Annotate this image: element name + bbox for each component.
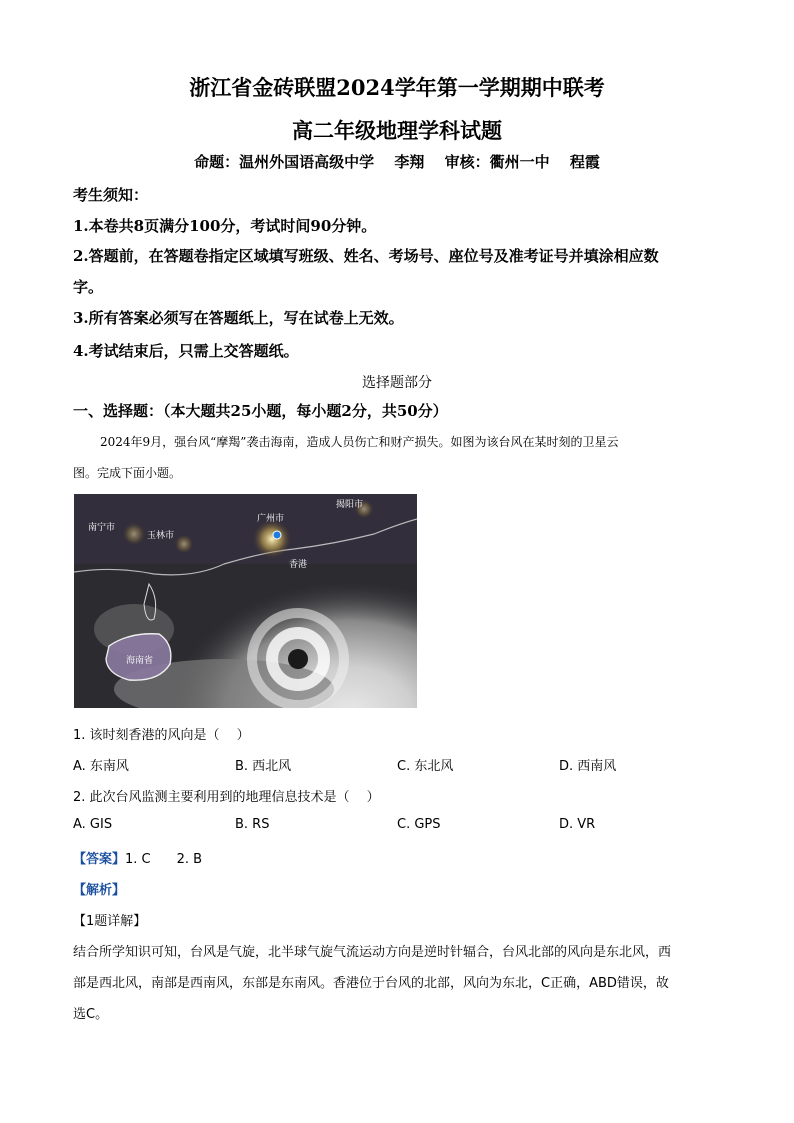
exam-subtitle: 高二年级地理学科试题 bbox=[292, 118, 502, 143]
passage-line-1: 2024年9月，强台风“摩羯”袭击海南，造成人员伤亡和财产损失。如图为该台风在某时刻的卫星云 bbox=[100, 435, 619, 449]
notice-item-4: 4.考试结束后，只需上交答题纸。 bbox=[73, 342, 299, 360]
analysis-line-1: 结合所学知识可知，台风是气旋，北半球气旋气流运动方向是逆时针辐合，台风北部的风向是东北风，西 bbox=[73, 945, 672, 960]
question-1-option-c[interactable]: C. 东北风 bbox=[397, 759, 454, 774]
question-1-stem: 1. 该时刻香港的风向是（ ） bbox=[73, 728, 250, 743]
map-label-guangzhou: 广州市 bbox=[257, 514, 285, 524]
answer-text: 1. C 2. B bbox=[125, 852, 203, 867]
answer-line bbox=[73, 848, 202, 867]
notice-item-3: 3.所有答案必须写在答题纸上，写在试卷上无效。 bbox=[73, 309, 404, 327]
passage-line-2: 图。完成下面小题。 bbox=[73, 466, 182, 480]
map-label-nanning: 南宁市 bbox=[88, 523, 116, 533]
question-1-option-b[interactable]: B. 西北风 bbox=[235, 759, 292, 774]
typhoon-satellite-image bbox=[74, 494, 417, 708]
exam-title: 浙江省金砖联盟2024学年第一学期期中联考 bbox=[189, 75, 605, 100]
answer-tag: 【答案】 bbox=[73, 852, 126, 867]
authors-line: 命题：温州外国语高级中学 李翔 审核：衢州一中 程霞 bbox=[194, 153, 600, 171]
question-1-option-a[interactable]: A. 东南风 bbox=[73, 759, 129, 774]
question-2-stem: 2. 此次台风监测主要利用到的地理信息技术是（ ） bbox=[73, 790, 380, 805]
part-title: 选择题部分 bbox=[362, 375, 432, 391]
map-label-hainan: 海南省 bbox=[126, 656, 154, 666]
question-2-option-c[interactable]: C. GPS bbox=[397, 817, 441, 832]
section-heading: 一、选择题：（本大题共25小题，每小题2分，共50分） bbox=[73, 402, 448, 420]
map-label-yulin: 玉林市 bbox=[147, 531, 175, 541]
map-label-hongkong: 香港 bbox=[289, 560, 308, 570]
notice-item-2-cont: 字。 bbox=[73, 278, 104, 296]
detail-heading: 【1题详解】 bbox=[73, 914, 147, 929]
question-2-option-b[interactable]: B. RS bbox=[235, 817, 270, 832]
notice-heading: 考生须知： bbox=[73, 186, 149, 204]
question-2-option-a[interactable]: A. GIS bbox=[73, 817, 113, 832]
analysis-line-3: 选C。 bbox=[73, 1007, 109, 1022]
analysis-line-2: 部是西北风，南部是西南风，东部是东南风。香港位于台风的北部，风向为东北，C正确，ABD错误，故 bbox=[73, 976, 669, 991]
notice-item-1: 1.本卷共8页满分100分，考试时间90分钟。 bbox=[73, 217, 377, 235]
notice-item-2: 2.答题前，在答题卷指定区域填写班级、姓名、考场号、座位号及准考证号并填涂相应数 bbox=[73, 247, 659, 265]
analysis-tag: 【解析】 bbox=[73, 883, 126, 898]
map-label-jieyang: 揭阳市 bbox=[336, 500, 364, 510]
question-2-option-d[interactable]: D. VR bbox=[559, 817, 596, 832]
question-1-option-d[interactable]: D. 西南风 bbox=[559, 759, 617, 774]
